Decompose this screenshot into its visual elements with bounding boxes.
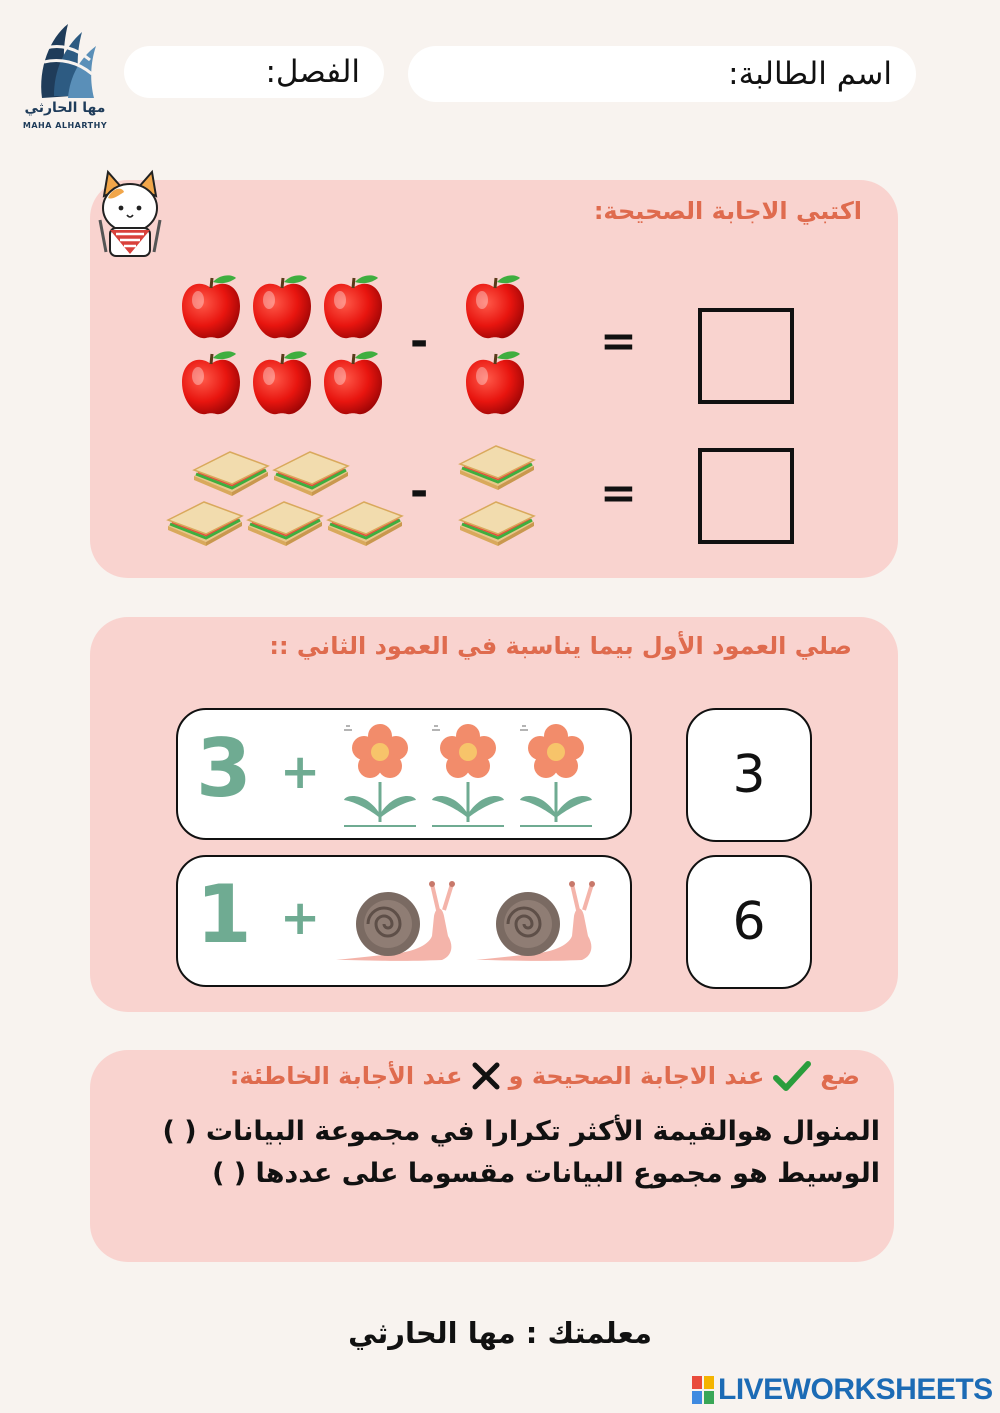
section2-title: صلي العمود الأول بيما يناسبة في العمود الثاني ::	[269, 632, 852, 660]
brand-text: LIVEWORKSHEETS	[718, 1373, 993, 1406]
answer-box-sandwiches[interactable]	[698, 448, 794, 544]
sandwich-icon	[268, 450, 352, 496]
sandwich-icon	[322, 500, 406, 546]
sandwich-icon	[188, 450, 272, 496]
snail-icon	[332, 876, 468, 966]
logo-arabic-text: مها الحارثي	[24, 100, 106, 116]
apple-icon	[249, 346, 315, 418]
student-name-label: اسم الطالبة:	[728, 56, 892, 92]
apple-icon	[249, 270, 315, 342]
section3-title	[230, 1058, 860, 1094]
apple-icon	[462, 346, 528, 418]
plus-sign: +	[280, 890, 321, 946]
cat-chef-icon	[94, 168, 166, 260]
sandwich-icon	[242, 500, 326, 546]
cross-icon	[471, 1061, 501, 1091]
logo-latin-text: MAHA ALHARTHY	[22, 121, 108, 130]
sandwich-icon	[162, 500, 246, 546]
answer-card-6[interactable]	[686, 855, 812, 989]
section1-title: اكتبي الاجابة الصحيحة:	[593, 197, 862, 225]
class-label: الفصل:	[265, 54, 360, 90]
apple-icon	[178, 270, 244, 342]
sandwich-icon	[454, 444, 538, 490]
apple-icon	[320, 270, 386, 342]
class-field[interactable]	[124, 46, 384, 98]
plus-sign: +	[280, 744, 321, 800]
liveworksheets-brand	[692, 1373, 993, 1407]
logo	[20, 18, 110, 133]
live-badge-icon	[692, 1376, 714, 1404]
match-number: 1	[196, 868, 252, 961]
apple-icon	[178, 346, 244, 418]
statement-2[interactable]: الوسيط هو مجموع البيانات مقسوما على عددها ( )	[212, 1158, 880, 1189]
answer-card-3[interactable]	[686, 708, 812, 842]
checkmark-icon	[772, 1058, 812, 1094]
student-name-field[interactable]	[408, 46, 916, 102]
flower-icon	[336, 722, 424, 832]
match-number: 3	[196, 722, 252, 815]
equals-sign: =	[600, 468, 637, 519]
answer-value: 3	[732, 745, 766, 805]
answer-box-apples[interactable]	[698, 308, 794, 404]
statement-1[interactable]: المنوال هوالقيمة الأكثر تكرارا في مجموعة البيانات ( )	[162, 1116, 880, 1147]
equals-sign: =	[600, 316, 637, 367]
teacher-signature: معلمتك : مها الحارثي	[348, 1316, 652, 1350]
apple-icon	[320, 346, 386, 418]
minus-sign: -	[410, 466, 429, 517]
snail-icon	[472, 876, 608, 966]
title-suffix: عند الأجابة الخاطئة:	[229, 1062, 463, 1090]
answer-value: 6	[732, 892, 766, 952]
logo-mark-icon	[20, 18, 110, 108]
apple-icon	[462, 270, 528, 342]
flower-icon	[424, 722, 512, 832]
title-mid: عند الاجابة الصحيحة و	[508, 1062, 765, 1090]
minus-sign: -	[410, 316, 429, 367]
sandwich-icon	[454, 500, 538, 546]
flower-icon	[512, 722, 600, 832]
title-prefix: ضع	[820, 1062, 860, 1090]
